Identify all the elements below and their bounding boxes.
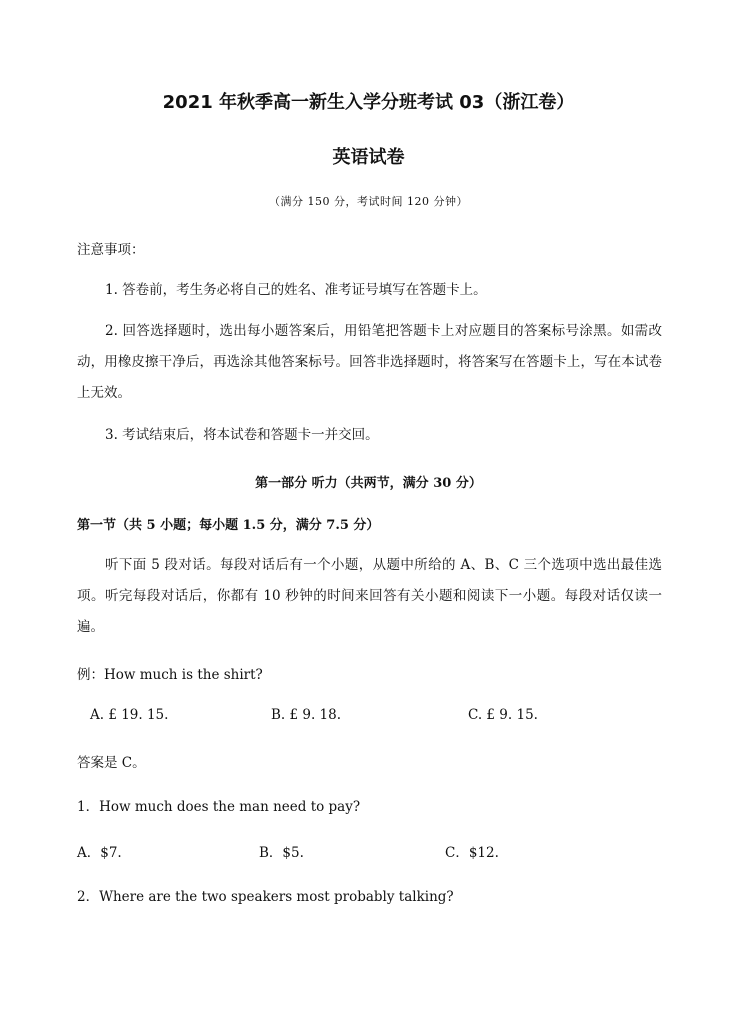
question-1-option-a: A．$7.: [77, 845, 122, 861]
question-1-option-b: B．$5.: [259, 845, 304, 861]
example-question: 例：How much is the shirt?: [77, 667, 263, 683]
note-item-1: 1. 答卷前，考生务必将自己的姓名、准考证号填写在答题卡上。: [105, 282, 487, 298]
note-item-2: 2. 回答选择题时，选出每小题答案后，用铅笔把答题卡上对应题目的答案标号涂黑。如需改动，用橡皮擦干净后，再选涂其他答案标号。回答非选择题时，将答案写在答题卡上，写在本试卷上无效。: [77, 323, 662, 401]
example-answer: 答案是 C。: [77, 755, 146, 771]
exam-subtitle: 英语试卷: [332, 147, 405, 168]
question-2: 2．Where are the two speakers most probably talking?: [77, 889, 454, 905]
score-time-note: （满分 150 分，考试时间 120 分钟）: [269, 195, 468, 208]
example-option-c: C. £ 9. 15.: [468, 707, 538, 723]
example-option-b: B. £ 9. 18.: [271, 707, 342, 723]
part1-heading: 第一部分 听力（共两节，满分 30 分）: [255, 476, 482, 491]
question-1-option-c: C．$12.: [445, 845, 499, 861]
exam-title: 2021 年秋季高一新生入学分班考试 03（浙江卷）: [162, 92, 575, 113]
section1-heading: 第一节（共 5 小题；每小题 1.5 分，满分 7.5 分）: [77, 518, 380, 533]
note-item-3: 3. 考试结束后，将本试卷和答题卡一并交回。: [105, 427, 379, 443]
section1-instructions: 听下面 5 段对话。每段对话后有一个小题，从题中所给的 A、B、C 三个选项中选出最佳选项。听完每段对话后，你都有 10 秒钟的时间来回答有关小题和阅读下一小题。每段对话仅读一遍。: [77, 557, 662, 635]
question-1: 1．How much does the man need to pay?: [77, 799, 361, 815]
notes-heading: 注意事项：: [77, 242, 145, 258]
example-option-a: A. £ 19. 15.: [90, 707, 169, 723]
